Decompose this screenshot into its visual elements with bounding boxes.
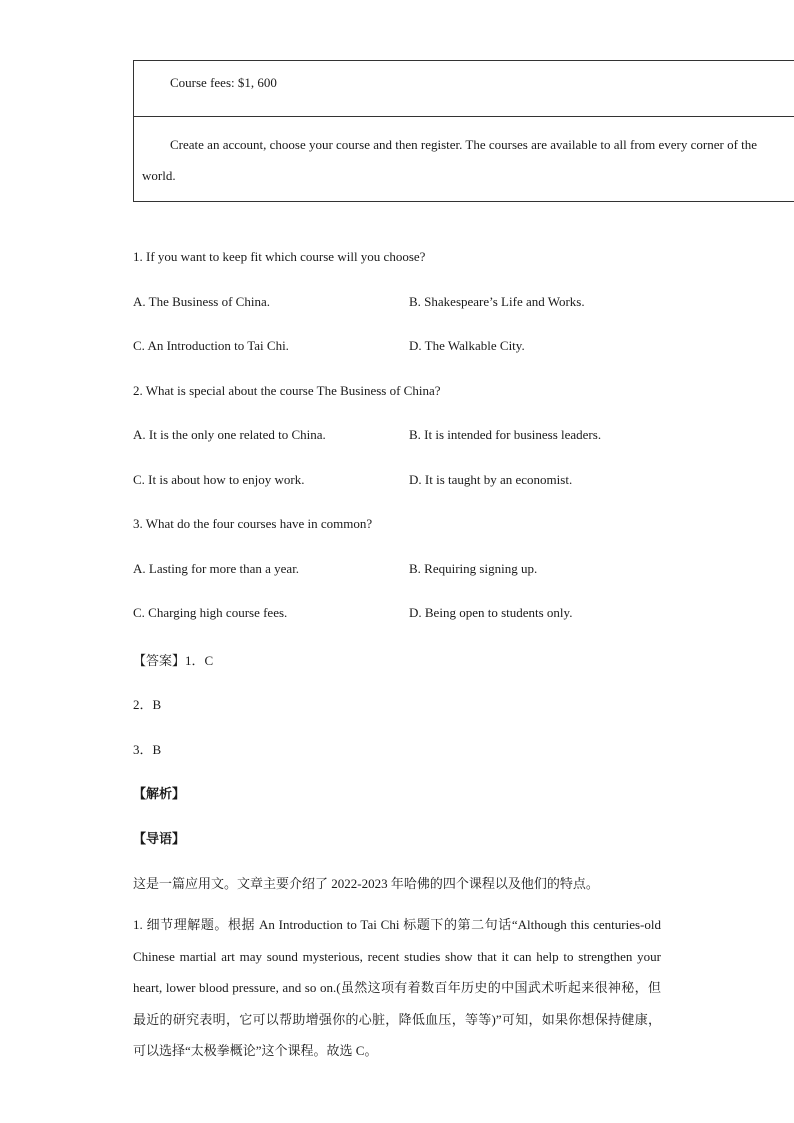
guide-label: 【导语】 bbox=[133, 831, 186, 846]
analysis-label: 【解析】 bbox=[133, 786, 186, 801]
question-1-option-d: D. The Walkable City. bbox=[409, 338, 525, 353]
answer-line-1: 【答案】1．C bbox=[133, 653, 214, 668]
fees-row bbox=[134, 61, 794, 117]
answer-line-2: 2．B bbox=[133, 697, 162, 712]
question-1-option-c: C. An Introduction to Tai Chi. bbox=[133, 338, 289, 353]
question-1-stem: 1. If you want to keep fit which course will you choose? bbox=[133, 249, 426, 264]
question-3-stem: 3. What do the four courses have in common? bbox=[133, 516, 373, 531]
guide-intro-text: 这是一篇应用文。文章主要介绍了 2022-2023 年哈佛的四个课程以及他们的特点。 bbox=[133, 876, 599, 891]
question-2-option-b: B. It is intended for business leaders. bbox=[409, 427, 602, 442]
question-2-option-a: A. It is the only one related to China. bbox=[133, 427, 326, 442]
question-3-option-b: B. Requiring signing up. bbox=[409, 561, 538, 576]
question-2-option-c: C. It is about how to enjoy work. bbox=[133, 472, 305, 487]
question-2-stem: 2. What is special about the course The Business of China? bbox=[133, 383, 441, 398]
question-3-option-c: C. Charging high course fees. bbox=[133, 605, 288, 620]
course-fees-text: Course fees: $1, 600 bbox=[170, 75, 277, 90]
question-3-option-a: A. Lasting for more than a year. bbox=[133, 561, 300, 576]
question-3-option-d: D. Being open to students only. bbox=[409, 605, 573, 620]
answer-line-3: 3．B bbox=[133, 742, 162, 757]
course-info-table bbox=[133, 60, 794, 202]
explanation-paragraph: 1. 细节理解题。根据 An Introduction to Tai Chi 标题下的第二句话“Although this centuries-old Chinese martial art may sound mysterious, recent studies show that it can help to strengthen your heart, lower blood pressure, and so on.(虽然这项有着数百年历史的中国武术听起来很神秘，但最近的研究表明，它可以帮助增强你的心脏，降低血压，等等)”可知，如果你想保持健康，可以选择“太极拳概论”这个课程。故选 C。 bbox=[133, 917, 661, 1058]
question-1-option-a: A. The Business of China. bbox=[133, 294, 270, 309]
question-1-option-b: B. Shakespeare’s Life and Works. bbox=[409, 294, 585, 309]
register-text: Create an account, choose your course and then register. The courses are available to all from every corner of the world. bbox=[142, 137, 758, 183]
question-2-option-d: D. It is taught by an economist. bbox=[409, 472, 573, 487]
